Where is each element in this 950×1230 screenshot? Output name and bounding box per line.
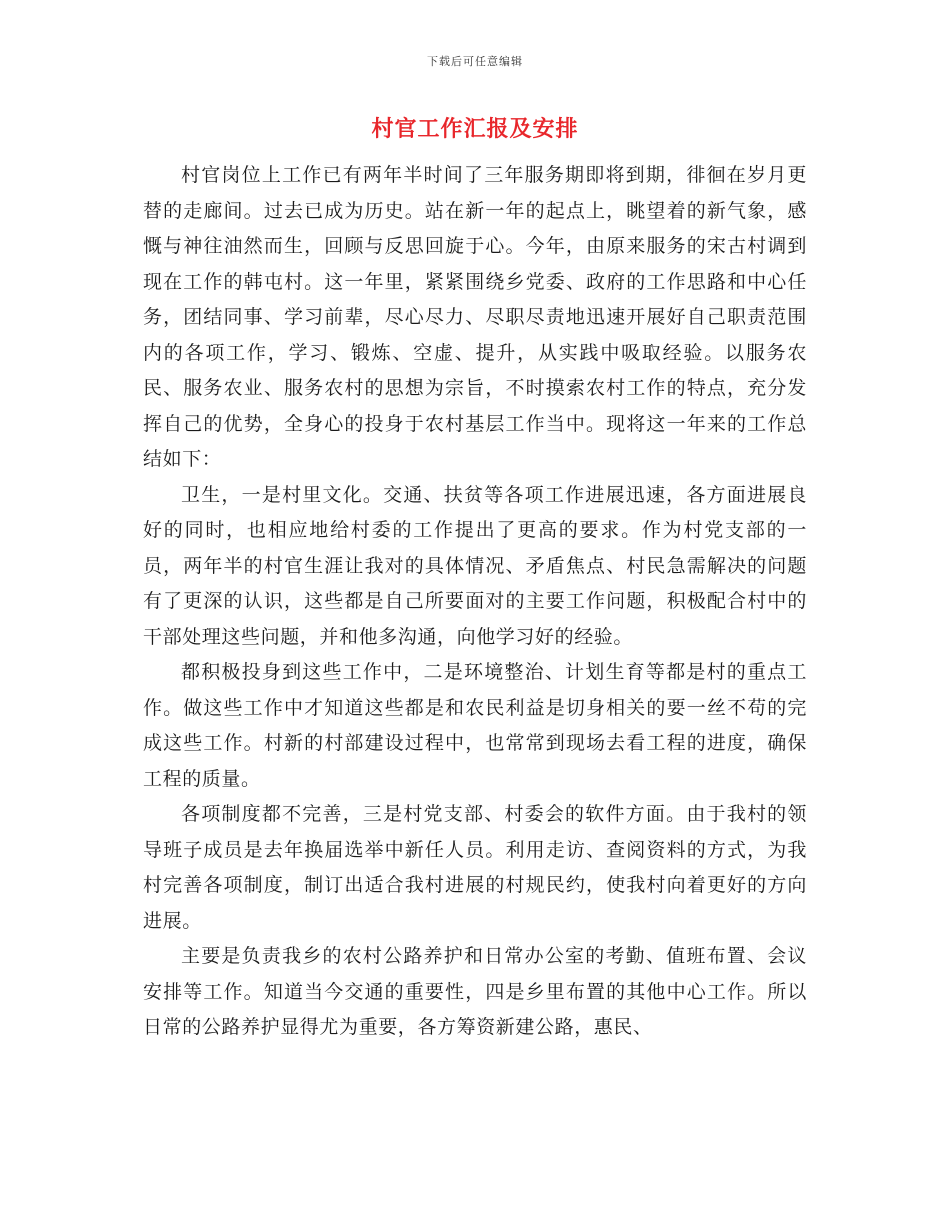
paragraph-5: 主要是负责我乡的农村公路养护和日常办公室的考勤、值班布置、会议安排等工作。知道当今交通的重要性，四是乡里布置的其他中心工作。所以日常的公路养护显得尤为重要，各方筹资新建公路，惠民、 (143, 945, 807, 1038)
paragraph-3: 都积极投身到这些工作中，二是环境整治、计划生育等都是村的重点工作。做这些工作中才知道这些都是和农民利益是切身相关的要一丝不苟的完成这些工作。村新的村部建设过程中，也常常到现场去看工程的进度，确保工程的质量。 (143, 661, 807, 790)
paragraph-4: 各项制度都不完善，三是村党支部、村委会的软件方面。由于我村的领导班子成员是去年换届选举中新任人员。利用走访、查阅资料的方式，为我村完善各项制度，制订出适合我村进展的村规民约，使我村向着更好的方向进展。 (143, 803, 807, 932)
paragraph-2: 卫生，一是村里文化。交通、扶贫等各项工作进展迅速，各方面进展良好的同时，也相应地给村委的工作提出了更高的要求。作为村党支部的一员，两年半的村官生涯让我对的具体情况、矛盾焦点、村民急需解决的问题有了更深的认识，这些都是自己所要面对的主要工作问题，积极配合村中的干部处理这些问题，并和他多沟通，向他学习好的经验。 (143, 483, 807, 648)
document-body (143, 158, 807, 1046)
paragraph-1: 村官岗位上工作已有两年半时间了三年服务期即将到期，徘徊在岁月更替的走廊间。过去已成为历史。站在新一年的起点上，眺望着的新气象，感慨与神往油然而生，回顾与反思回旋于心。今年，由原来服务的宋古村调到现在工作的韩屯村。这一年里，紧紧围绕乡党委、政府的工作思路和中心任务，团结同事、学习前辈，尽心尽力、尽职尽责地迅速开展好自己职责范围内的各项工作，学习、锻炼、空虚、提升，从实践中吸取经验。以服务农民、服务农业、服务农村的思想为宗旨，不时摸索农村工作的特点，充分发挥自己的优势，全身心的投身于农村基层工作当中。现将这一年来的工作总结如下： (143, 164, 807, 470)
document-title: 村官工作汇报及安排 (371, 117, 579, 142)
page-header-note: 下载后可任意编辑 (427, 55, 523, 68)
